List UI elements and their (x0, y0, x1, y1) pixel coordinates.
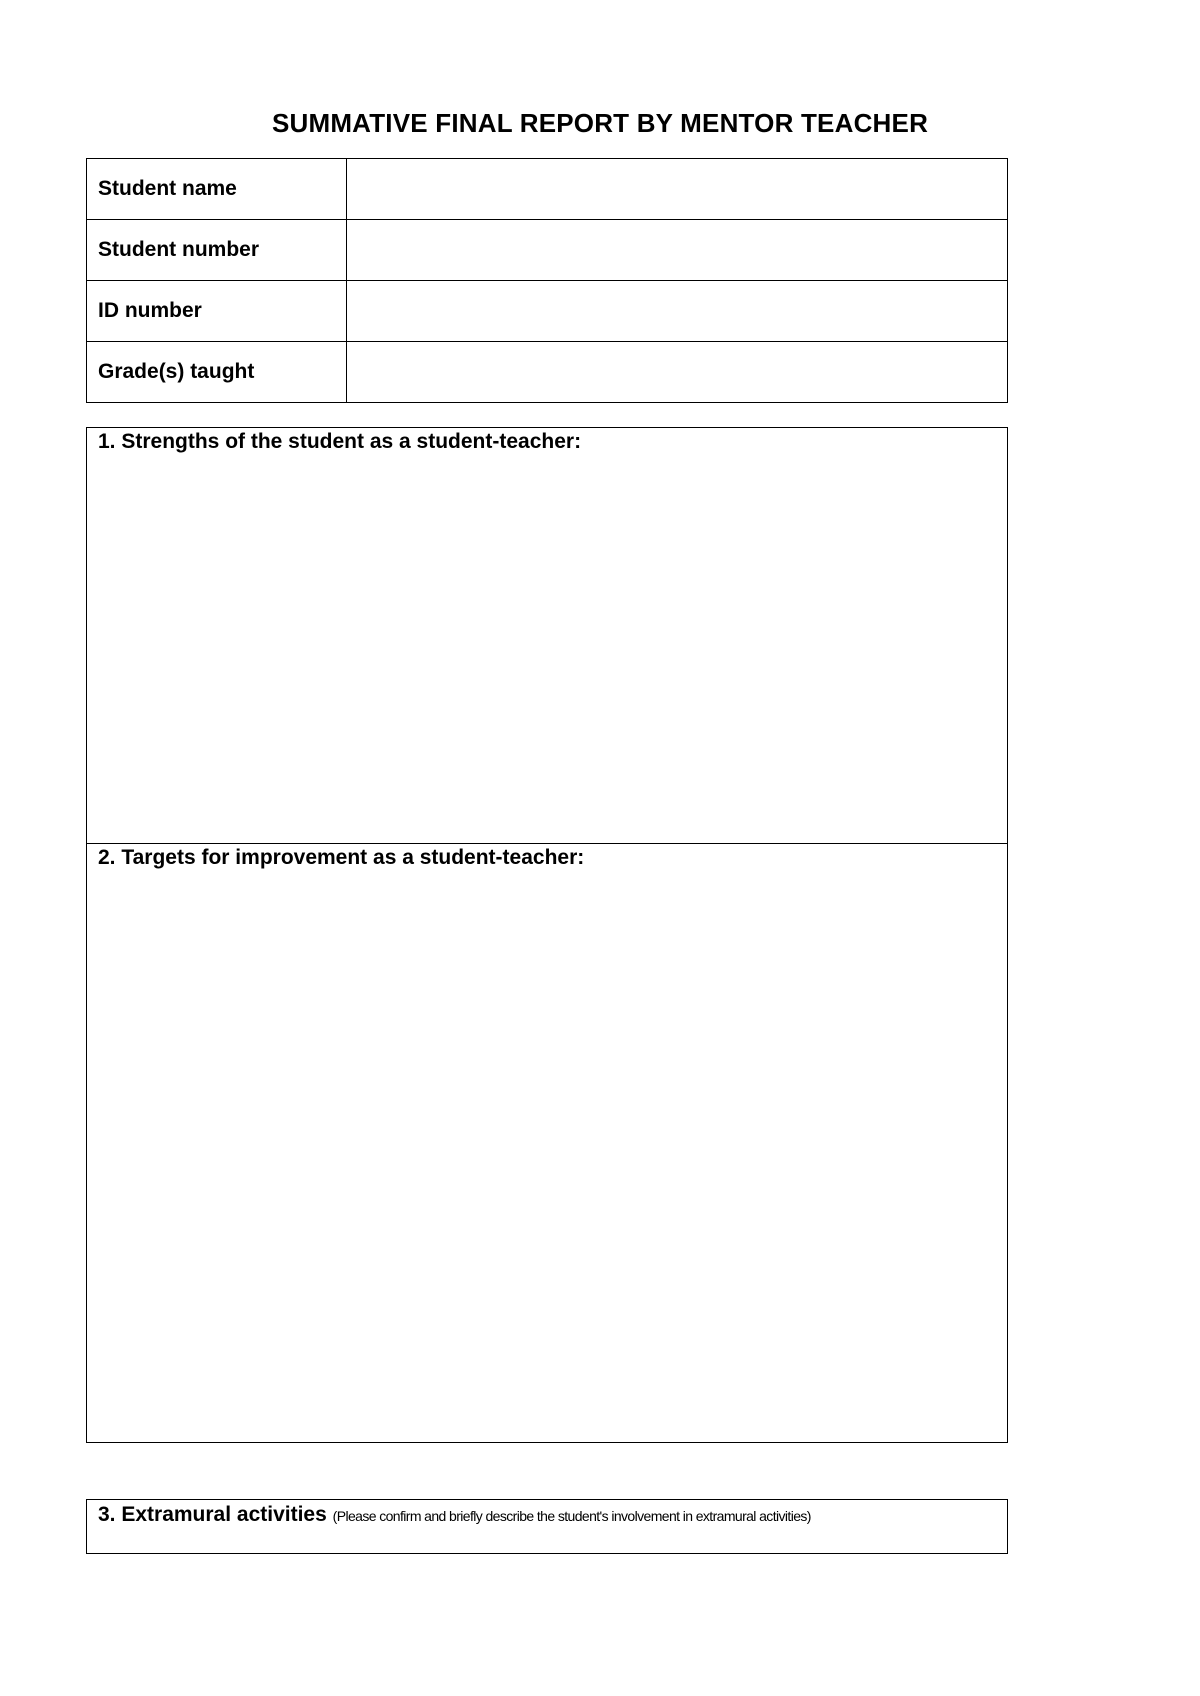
strengths-textarea[interactable] (87, 458, 1007, 844)
extramural-heading: 3. Extramural activities (98, 1503, 327, 1526)
grades-taught-field[interactable] (347, 342, 1007, 402)
student-name-field[interactable] (347, 159, 1007, 219)
targets-textarea[interactable] (87, 874, 1007, 1442)
id-number-cell (347, 281, 1008, 342)
student-number-field[interactable] (347, 220, 1007, 280)
page-title (0, 108, 1200, 139)
extramural-textarea[interactable] (87, 1530, 1007, 1553)
grades-taught-cell (347, 342, 1008, 403)
targets-section (86, 843, 1008, 1443)
targets-heading: 2. Targets for improvement as a student-teacher: (98, 846, 585, 869)
table-row (87, 342, 1008, 403)
extramural-section (86, 1499, 1008, 1554)
extramural-note: (Please confirm and briefly describe the student's involvement in extramural activities) (332, 1508, 811, 1524)
student-number-cell (347, 220, 1008, 281)
strengths-heading: 1. Strengths of the student as a student-teacher: (98, 430, 582, 453)
grades-taught-label: Grade(s) taught (87, 342, 347, 403)
student-name-label: Student name (87, 159, 347, 220)
strengths-section (86, 427, 1008, 844)
extramural-heading-line (98, 1503, 811, 1527)
table-row (87, 159, 1008, 220)
id-number-field[interactable] (347, 281, 1007, 341)
student-number-label: Student number (87, 220, 347, 281)
student-info-table (86, 158, 1008, 403)
table-row (87, 220, 1008, 281)
page-title-text: SUMMATIVE FINAL REPORT BY MENTOR TEACHER (271, 108, 929, 138)
student-name-cell (347, 159, 1008, 220)
table-row (87, 281, 1008, 342)
id-number-label: ID number (87, 281, 347, 342)
